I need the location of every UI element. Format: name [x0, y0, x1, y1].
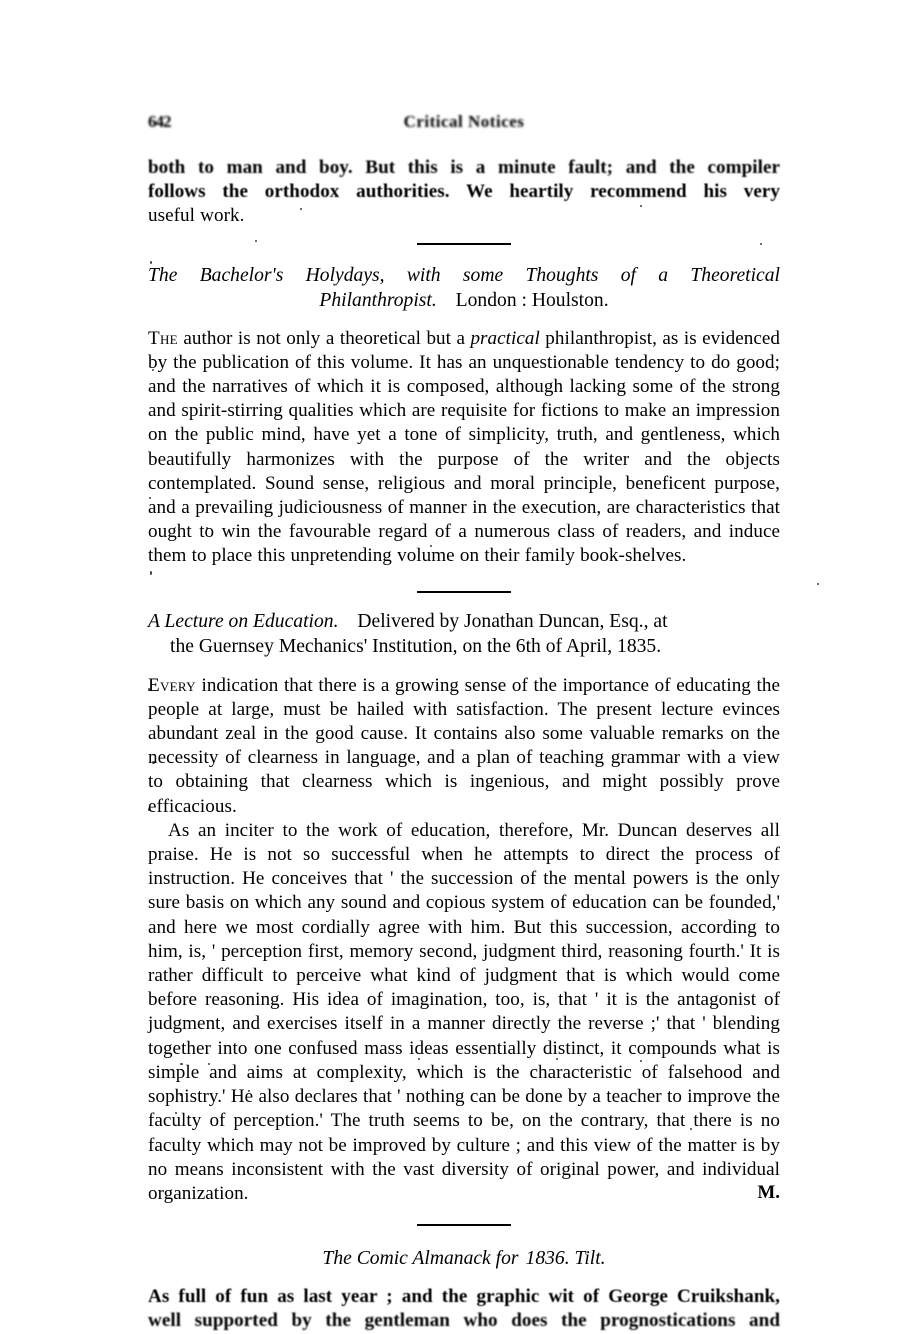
paragraph-lead-smallcaps: Every	[148, 674, 196, 696]
article-2-title-roman-2: the Guernsey Mechanics' Institution, on the 6th of April, 1835.	[170, 636, 662, 658]
page-folio-number: 642	[148, 112, 171, 131]
running-head	[148, 112, 780, 144]
article-3-body	[148, 1285, 780, 1333]
article-3-title-italic: The Comic Almanack for	[322, 1248, 519, 1270]
section-divider-2	[148, 591, 780, 593]
divider-rule	[417, 243, 511, 245]
running-head-title: Critical Notices	[403, 112, 525, 131]
article-2-paragraph-2: As an inciter to the work of education, therefore, Mr. Duncan deserves all praise. He is not so successful when he attempts to direct the process of instruction. He conceives that ' the succession of the mental powers is the only sure basis on which any sound and copious system of education can be founded,' and here we most cordially agree with him. But this succession, according to him, is, ' perception first, memory second, judgment third, reasoning fourth.' It is rather difficult to perceive what kind of judgment that is which would come before reasoning. His idea of imagination, too, is, that ' it is the antagonist of judgment, and exercises itself in a manner directly the reverse ;' that ' blending together into one confused mass ideas essentially distinct, it compounds what is simple and aims at complexity, which is the characteristic of falsehood and sophistry.' He also declares that ' nothing can be done by a teacher to improve the faculty of perception.' The truth seems to be, on the contrary, that there is no faculty which may not be improved by culture ; and this view of the matter is by no means inconsistent with the vast diversity of original power, and individual organization.	[148, 819, 780, 1204]
article-1-body	[148, 327, 780, 569]
article-title-lecture-on-education	[148, 609, 780, 660]
article-2-title-italic: A Lecture on Education.	[148, 610, 339, 632]
emphasised-word: practical	[470, 327, 540, 349]
article-title-comic-almanack	[148, 1246, 780, 1271]
article-2-signature: M.	[757, 1182, 780, 1204]
article-3-body-line-2: well supported by the gentleman who does the prognostications and	[148, 1310, 780, 1332]
article-title-italic-part: Philanthropist.	[319, 289, 437, 311]
article-1-body-text: author is not only a theoretical but a practical philanthropist, as is evidenced by the publication of this volume. It has an unquestionable tendency to do good; and the narratives of which it is composed, although lacking some of the strong and spirit-stirring qualities which are requisite for fictions to make an impression on the public mind, have yet a tone of simplicity, truth, and gentleness, which beautifully harmonizes with the purpose of the writer and the objects contemplated. Sound sense, religious and moral principle, beneficent purpose, and a prevailing judiciousness of manner in the execution, are characteristics that ought to win the favourable regard of a numerous class of readers, and induce them to place this unpretending volume on their family book-shelves.	[148, 327, 780, 567]
carryover-line-1: both to man and boy. But this is a minute fault; and the compiler	[148, 157, 780, 178]
carryover-line-3: useful work.	[148, 205, 245, 227]
article-3-body-line-1: As full of fun as last year ; and the graphic wit of George Cruikshank,	[148, 1286, 780, 1308]
section-divider-1	[148, 243, 780, 245]
article-2-title-roman-1: Delivered by Jonathan Duncan, Esq., at	[357, 610, 668, 632]
scan-speck	[817, 583, 819, 585]
article-title-line-2	[148, 288, 780, 313]
page-content	[148, 0, 780, 1334]
carryover-line-2: follows the orthodox authorities. We heartily recommend his very	[148, 181, 780, 203]
divider-rule	[417, 591, 511, 593]
article-imprint: London : Houlston.	[455, 289, 609, 311]
paragraph-lead-smallcaps: The	[148, 327, 178, 349]
carryover-paragraph	[148, 156, 780, 229]
article-title-line-1: The Bachelor's Holydays, with some Thoughts of a Theoretical	[148, 264, 780, 286]
article-2-paragraph-1	[148, 674, 780, 819]
article-title-bachelors-holydays	[148, 263, 780, 313]
article-3-title-roman: 1836. Tilt.	[525, 1248, 606, 1270]
section-divider-3	[148, 1224, 780, 1226]
article-2-paragraph-1-text: indication that there is a growing sense of the importance of educating the people at large, must be hailed with satisfaction. The present lecture evinces abundant zeal in the good cause. It contains also some valuable remarks on the necessity of clearness in language, and a plan of teaching grammar with a view to obtaining that clearness which is ingenious, and might possibly prove efficacious.	[148, 674, 780, 817]
divider-rule	[417, 1224, 511, 1226]
